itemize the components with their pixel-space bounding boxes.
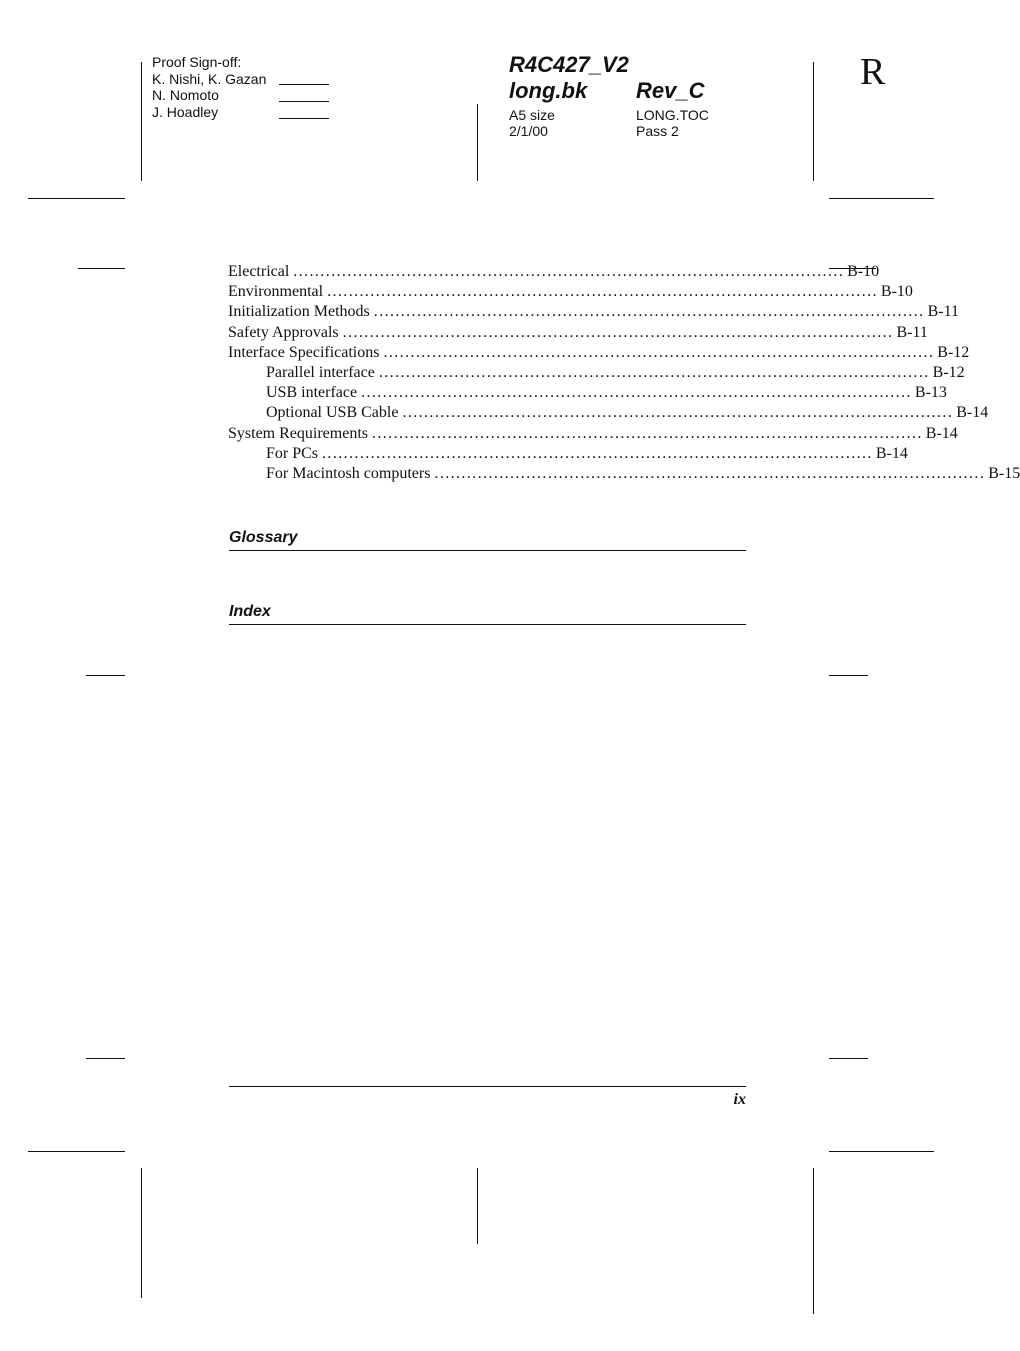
toc-subentry[interactable] <box>228 363 965 383</box>
signoff-name-2: N. Nomoto <box>152 87 219 103</box>
source-file: LONG.TOC <box>636 107 709 123</box>
toc-entry-page: B-15 <box>988 464 1020 482</box>
toc-entry-label: Safety Approvals <box>228 323 339 341</box>
toc-leader-dots: ...................................................................................................... <box>327 283 878 301</box>
toc-list <box>228 262 1020 484</box>
toc-entry-label: USB interface <box>266 384 358 402</box>
doc-code: R4C427_V2 <box>509 52 629 77</box>
toc-leader-dots: ...................................................................................................... <box>378 363 930 381</box>
corner-letter: R <box>860 51 886 93</box>
trim-mark-left-2 <box>86 675 125 676</box>
crop-mark-top-center-vertical <box>477 104 478 181</box>
toc-entry-page: B-14 <box>956 404 989 422</box>
toc-entry[interactable] <box>228 262 880 282</box>
toc-entry-label: Interface Specifications <box>228 343 380 361</box>
toc-entry-page: B-13 <box>914 384 947 402</box>
toc-entry-label: System Requirements <box>228 424 368 442</box>
toc-leader-dots: ...................................................................................................... <box>373 303 925 321</box>
crop-mark-bottom-right-horizontal <box>829 1151 934 1152</box>
crop-mark-top-right-vertical <box>813 62 814 181</box>
toc-entry-label: Optional USB Cable <box>266 404 399 422</box>
section-heading-glossary[interactable]: Glossary <box>229 528 746 551</box>
toc-leader-dots: ...................................................................................................... <box>383 343 935 361</box>
toc-leader-dots: ...................................................................................................... <box>342 323 894 341</box>
toc-leader-dots: ...................................................................................................... <box>293 263 845 280</box>
crop-mark-top-left-vertical <box>141 62 142 181</box>
toc-leader-dots: ...................................................................................................... <box>402 404 954 422</box>
toc-entry[interactable] <box>228 343 970 363</box>
toc-entry-page: B-11 <box>896 323 928 341</box>
book-file: long.bk <box>509 78 588 103</box>
toc-entry-page: B-14 <box>925 424 958 442</box>
proof-pass: Pass 2 <box>636 123 679 139</box>
toc-leader-dots: ...................................................................................................... <box>434 464 986 482</box>
crop-mark-top-right-horizontal <box>829 198 934 199</box>
toc-entry-page: B-10 <box>847 263 880 280</box>
toc-subentry[interactable] <box>228 464 1020 484</box>
toc-entry-label: Electrical <box>228 263 290 280</box>
crop-mark-bottom-center-vertical <box>477 1168 478 1244</box>
signoff-line-2 <box>279 101 329 102</box>
toc-entry[interactable] <box>228 323 928 343</box>
toc-entry-page: B-12 <box>932 363 965 381</box>
revision: Rev_C <box>636 78 705 103</box>
crop-mark-bottom-left-vertical <box>141 1168 142 1298</box>
trim-mark-left-3 <box>86 1058 125 1059</box>
toc-entry-page: B-12 <box>937 343 970 361</box>
toc-entry[interactable] <box>228 424 958 444</box>
toc-leader-dots: ...................................................................................................... <box>322 444 873 462</box>
page-number: ix <box>733 1091 746 1108</box>
crop-mark-bottom-right-vertical <box>813 1168 814 1314</box>
toc-subentry[interactable] <box>228 444 908 464</box>
signoff-name-3: J. Hoadley <box>152 104 219 120</box>
crop-mark-top-left-horizontal <box>28 198 125 199</box>
trim-mark-right-3 <box>829 1058 868 1059</box>
toc-entry[interactable] <box>228 302 959 322</box>
toc-entry-label: Environmental <box>228 283 324 301</box>
toc-leader-dots: ...................................................................................................... <box>371 424 923 442</box>
signoff-name-1: K. Nishi, K. Gazan <box>152 71 267 87</box>
section-heading-index[interactable]: Index <box>229 602 746 625</box>
crop-mark-bottom-left-horizontal <box>28 1151 125 1152</box>
toc-entry-label: For PCs <box>266 444 319 462</box>
signoff-line-1 <box>279 84 329 85</box>
toc-entry-label: For Macintosh computers <box>266 464 431 482</box>
trim-mark-right-2 <box>829 675 868 676</box>
toc-entry-label: Parallel interface <box>266 363 375 381</box>
page-size: A5 size <box>509 107 555 123</box>
toc-subentry[interactable] <box>228 403 989 423</box>
toc-entry-page: B-11 <box>927 303 959 321</box>
trim-mark-left-1 <box>78 268 125 269</box>
signoff-line-3 <box>279 118 329 119</box>
proof-signoff-title: Proof Sign-off: <box>152 54 242 70</box>
toc-entry-label: Initialization Methods <box>228 303 370 321</box>
footer-rule <box>229 1086 746 1087</box>
toc-entry[interactable] <box>228 282 913 302</box>
toc-leader-dots: ...................................................................................................... <box>361 384 912 402</box>
toc-entry-page: B-14 <box>875 444 908 462</box>
doc-date: 2/1/00 <box>509 123 548 139</box>
toc-subentry[interactable] <box>228 383 947 403</box>
toc-entry-page: B-10 <box>880 283 913 301</box>
